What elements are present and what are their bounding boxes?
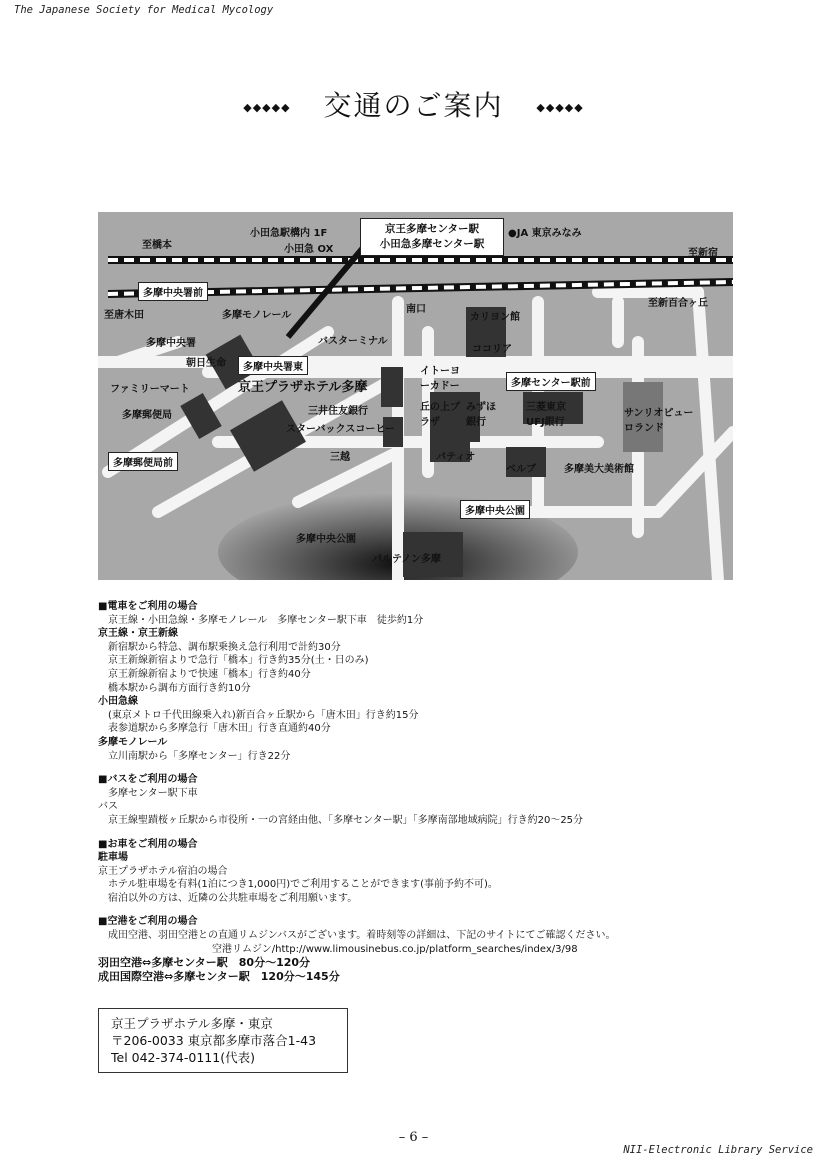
label-to-shinjuku: 至新宿 — [688, 248, 718, 259]
station-odakyu: 小田急多摩センター駅 — [379, 238, 485, 250]
label-parthenon: パルテノン多摩 — [372, 554, 441, 565]
air-header: ■空港をご利用の場合 — [98, 916, 198, 928]
hotel-tel: Tel 042-374-0111(代表) — [111, 1050, 255, 1065]
bus-stop-tama-chuo-sho-east: 多摩中央署東 — [238, 356, 308, 375]
label-itoyokado: イトーヨーカドー — [420, 366, 460, 392]
label-art-museum: 多摩美大美術館 — [564, 464, 634, 475]
car-subheader: 駐車場 — [98, 852, 128, 864]
label-belbe: ベルブ — [506, 464, 536, 475]
keio-header: 京王線・京王新線 — [98, 628, 178, 640]
monorail-route-1: 立川南駅から「多摩センター」行き22分 — [108, 750, 291, 762]
label-to-hashimoto: 至橋本 — [142, 240, 172, 251]
label-hotel: 京王プラザホテル多摩 — [238, 380, 368, 395]
odakyu-route-1: (東京メトロ千代田線乗入れ)新百合ヶ丘駅から「唐木田」行き約15分 — [108, 709, 419, 721]
label-mitsui: 三井住友銀行 — [308, 406, 368, 417]
label-odakyu-inside: 小田急駅構内 1F — [250, 228, 328, 239]
air-narita: 成田国際空港⇔多摩センター駅 120分～145分 — [98, 969, 340, 983]
air-limousine-url[interactable]: 空港リムジン/http://www.limousinebus.co.jp/platform_searches/index/3/98 — [212, 943, 578, 955]
train-line: 京王線・小田急線・多摩モノレール 多摩センター駅下車 徒歩約1分 — [108, 614, 424, 626]
page-title — [0, 84, 827, 124]
society-header: The Japanese Society for Medical Mycology — [14, 4, 274, 16]
keio-route-4: 橋本駅から調布方面行き約10分 — [108, 682, 251, 694]
car-header: ■お車をご利用の場合 — [98, 838, 198, 850]
label-sanrio: サンリオピューロランド — [624, 408, 694, 434]
label-okanoue: 丘の上プラザ — [420, 402, 460, 428]
label-tama-chuo-sho: 多摩中央署 — [146, 338, 196, 349]
keio-route-1: 新宿駅から特急、調布駅乗換え急行利用で計約30分 — [108, 641, 341, 653]
label-odakyu-ox: 小田急 OX — [284, 244, 334, 255]
label-carillon: カリヨン館 — [470, 312, 520, 323]
label-patio: パティオ — [436, 452, 476, 463]
nii-footer: NII-Electronic Library Service — [623, 1144, 813, 1156]
bus-stop-tama-post-mae: 多摩郵便局前 — [108, 452, 178, 471]
label-tama-post: 多摩郵便局 — [122, 410, 172, 421]
label-mufg: 三菱東京UFJ銀行 — [526, 402, 566, 428]
label-mitsukoshi: 三越 — [330, 452, 350, 463]
label-ja: ●JA 東京みなみ — [508, 228, 582, 239]
car-line-1: 京王プラザホテル宿泊の場合 — [98, 865, 228, 877]
label-to-karakida: 至唐木田 — [104, 310, 144, 321]
bus-subheader: バス — [98, 801, 118, 813]
air-haneda: 羽田空港⇔多摩センター駅 80分～120分 — [98, 956, 311, 970]
car-line-2: ホテル駐車場を有料(1泊につき1,000円)でご利用することができます(事前予約不可)。 — [108, 879, 498, 891]
title-text: 交通のご案内 — [323, 89, 504, 122]
label-familymart: ファミリーマート — [110, 384, 190, 395]
title-deco-right: ◆◆◆◆◆ — [536, 100, 584, 114]
label-cocolia: ココリア — [472, 344, 512, 355]
page-number: – 6 – — [398, 1130, 429, 1145]
train-header: ■電車をご利用の場合 — [98, 601, 198, 612]
keio-route-2: 京王新線新宿よりで急行「橋本」行き約35分(土・日のみ) — [108, 655, 369, 667]
label-starbucks: スターバックスコーヒー — [286, 424, 395, 435]
air-line-1: 成田空港、羽田空港との直通リムジンバスがございます。着時刻等の詳細は、下記のサイトにてご確認ください。 — [108, 930, 616, 942]
keio-route-3: 京王新線新宿よりで快速「橋本」行き約40分 — [108, 668, 311, 680]
tama-center-station-box — [360, 218, 504, 256]
label-monorail: 多摩モノレール — [222, 310, 292, 321]
bus-stop: 多摩センター駅下車 — [108, 787, 198, 799]
address-box — [98, 1008, 348, 1073]
access-map — [98, 212, 733, 580]
bus-stop-tama-center-mae: 多摩センター駅前 — [506, 372, 596, 391]
monorail-header: 多摩モノレール — [98, 736, 168, 748]
odakyu-header: 小田急線 — [98, 696, 138, 708]
station-keio: 京王多摩センター駅 — [384, 223, 480, 235]
access-info — [98, 600, 738, 983]
bus-route: 京王線聖蹟桜ヶ丘駅から市役所・一の宮経由他、「多摩センター駅」「多摩南部地域病院」行き約20～25分 — [108, 814, 584, 826]
hotel-address: 〒206-0033 東京都多摩市落合1-43 — [111, 1033, 317, 1048]
bus-stop-tama-chuo-sho-mae: 多摩中央署前 — [138, 282, 208, 301]
title-deco-left: ◆◆◆◆◆ — [243, 100, 291, 114]
map-graphic — [98, 212, 733, 580]
label-mizuho: みずほ銀行 — [466, 402, 496, 428]
bus-stop-tama-chuo-park: 多摩中央公園 — [460, 500, 530, 519]
bus-header: ■バスをご利用の場合 — [98, 774, 198, 786]
label-tama-chuo-park: 多摩中央公園 — [296, 534, 356, 545]
label-asahi: 朝日生命 — [186, 358, 226, 369]
hotel-name: 京王プラザホテル多摩・東京 — [111, 1016, 273, 1031]
car-line-3: 宿泊以外の方は、近隣の公共駐車場をご利用願います。 — [108, 892, 358, 904]
label-bus-terminal: バスターミナル — [318, 336, 388, 347]
label-minamiguchi: 南口 — [406, 304, 426, 315]
label-to-shinyurigaoka: 至新百合ヶ丘 — [648, 298, 708, 309]
odakyu-route-2: 表参道駅から多摩急行「唐木田」行き直通約40分 — [108, 723, 331, 735]
